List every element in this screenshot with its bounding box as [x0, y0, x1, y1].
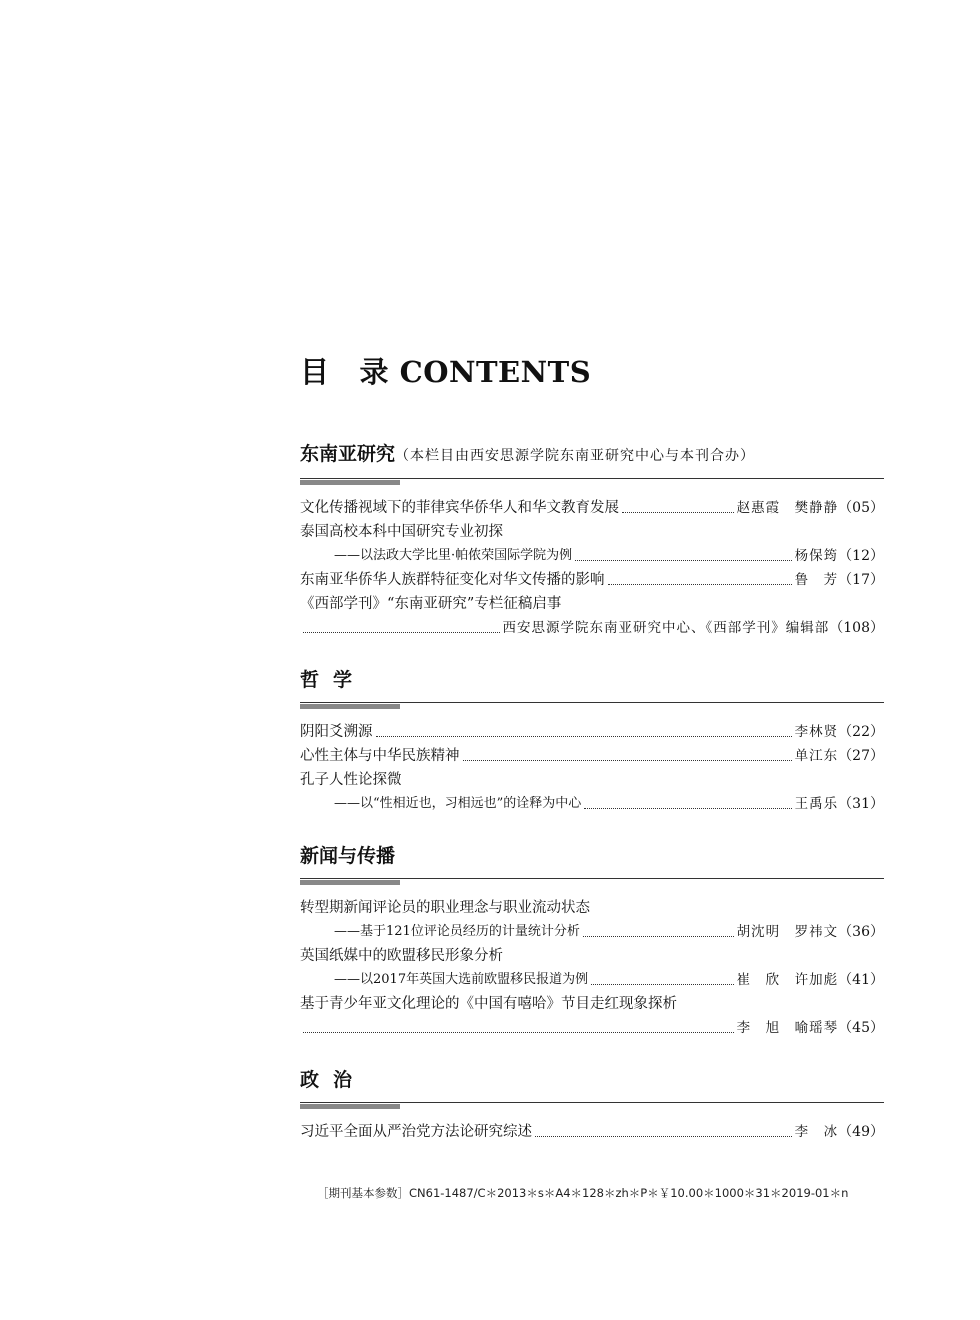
leader-dots [535, 1136, 792, 1137]
entry-page: （05） [838, 500, 884, 516]
entry-title: 《西部学刊》“东南亚研究”专栏征稿启事 [300, 596, 562, 612]
section-philosophy [300, 668, 884, 816]
section-rule [300, 698, 884, 712]
entry-author: 鲁 芳 [794, 572, 839, 588]
entry-page: （12） [838, 548, 884, 564]
entry-author: 胡沈明 罗祎文 [736, 924, 839, 940]
entry-page: （31） [838, 796, 884, 812]
section-heading [300, 844, 884, 868]
entry-title: 阴阳爻溯源 [300, 724, 373, 740]
toc-entry[interactable] [300, 496, 884, 520]
entry-page: （17） [838, 572, 884, 588]
section-heading [300, 442, 884, 468]
section-heading-text: 东南亚研究 [300, 443, 396, 465]
leader-dots [591, 984, 734, 985]
entry-page: （22） [838, 724, 884, 740]
toc-entry[interactable] [300, 896, 884, 920]
entry-title: 基于青少年亚文化理论的《中国有嘻哈》节目走红现象探析 [300, 996, 677, 1012]
entry-title: 孔子人性论探微 [300, 772, 402, 788]
section-rule [300, 474, 884, 488]
table-of-contents [300, 352, 884, 1172]
entry-author: 李 冰 [794, 1124, 839, 1140]
entry-title: 转型期新闻评论员的职业理念与职业流动状态 [300, 900, 590, 916]
entry-subtitle: ——基于121位评论员经历的计量统计分析 [334, 924, 580, 939]
entry-title: 东南亚华侨华人族群特征变化对华文传播的影响 [300, 572, 605, 588]
leader-dots [303, 1032, 734, 1033]
section-rule [300, 874, 884, 888]
entry-title: 文化传播视域下的菲律宾华侨华人和华文教育发展 [300, 500, 619, 516]
section-heading [300, 1068, 884, 1092]
toc-entry[interactable] [300, 520, 884, 544]
section-journalism [300, 844, 884, 1040]
entry-title: 习近平全面从严治党方法论研究综述 [300, 1124, 532, 1140]
section-heading-text: 政治 [300, 1069, 367, 1091]
entry-page: （41） [838, 972, 884, 988]
leader-dots [584, 808, 791, 809]
entry-page: （49） [838, 1124, 884, 1140]
toc-entry[interactable] [300, 568, 884, 592]
toc-entry-subtitle[interactable] [300, 544, 884, 568]
entry-page: （45） [838, 1020, 884, 1036]
toc-entry[interactable] [300, 720, 884, 744]
title-sub: 录 CONTENTS [359, 355, 592, 389]
entry-author: 王禹乐 [794, 796, 839, 812]
entry-author: 杨保筠 [794, 548, 839, 564]
entry-author: 赵惠霞 樊静静 [736, 500, 839, 516]
toc-entry[interactable] [300, 992, 884, 1016]
section-note: （本栏目由西安思源学院东南亚研究中心与本刊合办） [395, 448, 756, 464]
entry-author: 单江东 [794, 748, 839, 764]
section-rule [300, 1098, 884, 1112]
entry-subtitle: ——以法政大学比里·帕侬荣国际学院为例 [334, 548, 573, 563]
entry-title: 英国纸媒中的欧盟移民形象分析 [300, 948, 503, 964]
leader-dots [376, 736, 792, 737]
toc-entry-subtitle[interactable] [300, 968, 884, 992]
section-southeast-asia [300, 442, 884, 640]
entry-title: 心性主体与中华民族精神 [300, 748, 460, 764]
leader-dots [583, 936, 734, 937]
toc-entry-continuation[interactable] [300, 616, 884, 640]
section-heading [300, 668, 884, 692]
entry-author: 李林贤 [794, 724, 839, 740]
entry-author: 崔 欣 许加彪 [736, 972, 839, 988]
toc-entry-subtitle[interactable] [300, 920, 884, 944]
toc-entry[interactable] [300, 744, 884, 768]
entry-page: （108） [829, 620, 884, 636]
entry-author: 李 旭 喻瑶琴 [736, 1020, 839, 1036]
toc-entry[interactable] [300, 592, 884, 616]
entry-author: 西安思源学院东南亚研究中心、《西部学刊》编辑部 [502, 620, 830, 636]
section-politics [300, 1068, 884, 1144]
section-heading-text: 新闻与传播 [300, 845, 396, 867]
entry-subtitle: ——以2017年英国大选前欧盟移民报道为例 [334, 972, 589, 987]
journal-parameters: ［期刊基本参数］CN61-1487/C＊2013＊s＊A4＊128＊zh＊P＊￥10.00＊1000＊31＊2019-01＊n [317, 1186, 849, 1200]
entry-title: 泰国高校本科中国研究专业初探 [300, 524, 503, 540]
entry-page: （27） [838, 748, 884, 764]
toc-entry[interactable] [300, 944, 884, 968]
leader-dots [575, 560, 792, 561]
leader-dots [608, 584, 792, 585]
leader-dots [303, 632, 500, 633]
leader-dots [463, 760, 792, 761]
toc-entry-subtitle[interactable] [300, 792, 884, 816]
title-main: 目 [300, 355, 330, 389]
toc-entry[interactable] [300, 1120, 884, 1144]
toc-entry[interactable] [300, 768, 884, 792]
page-title [300, 352, 884, 392]
section-heading-text: 哲学 [300, 669, 367, 691]
leader-dots [622, 512, 734, 513]
toc-entry-continuation[interactable] [300, 1016, 884, 1040]
entry-page: （36） [838, 924, 884, 940]
entry-subtitle: ——以“性相近也，习相远也”的诠释为中心 [334, 796, 582, 811]
